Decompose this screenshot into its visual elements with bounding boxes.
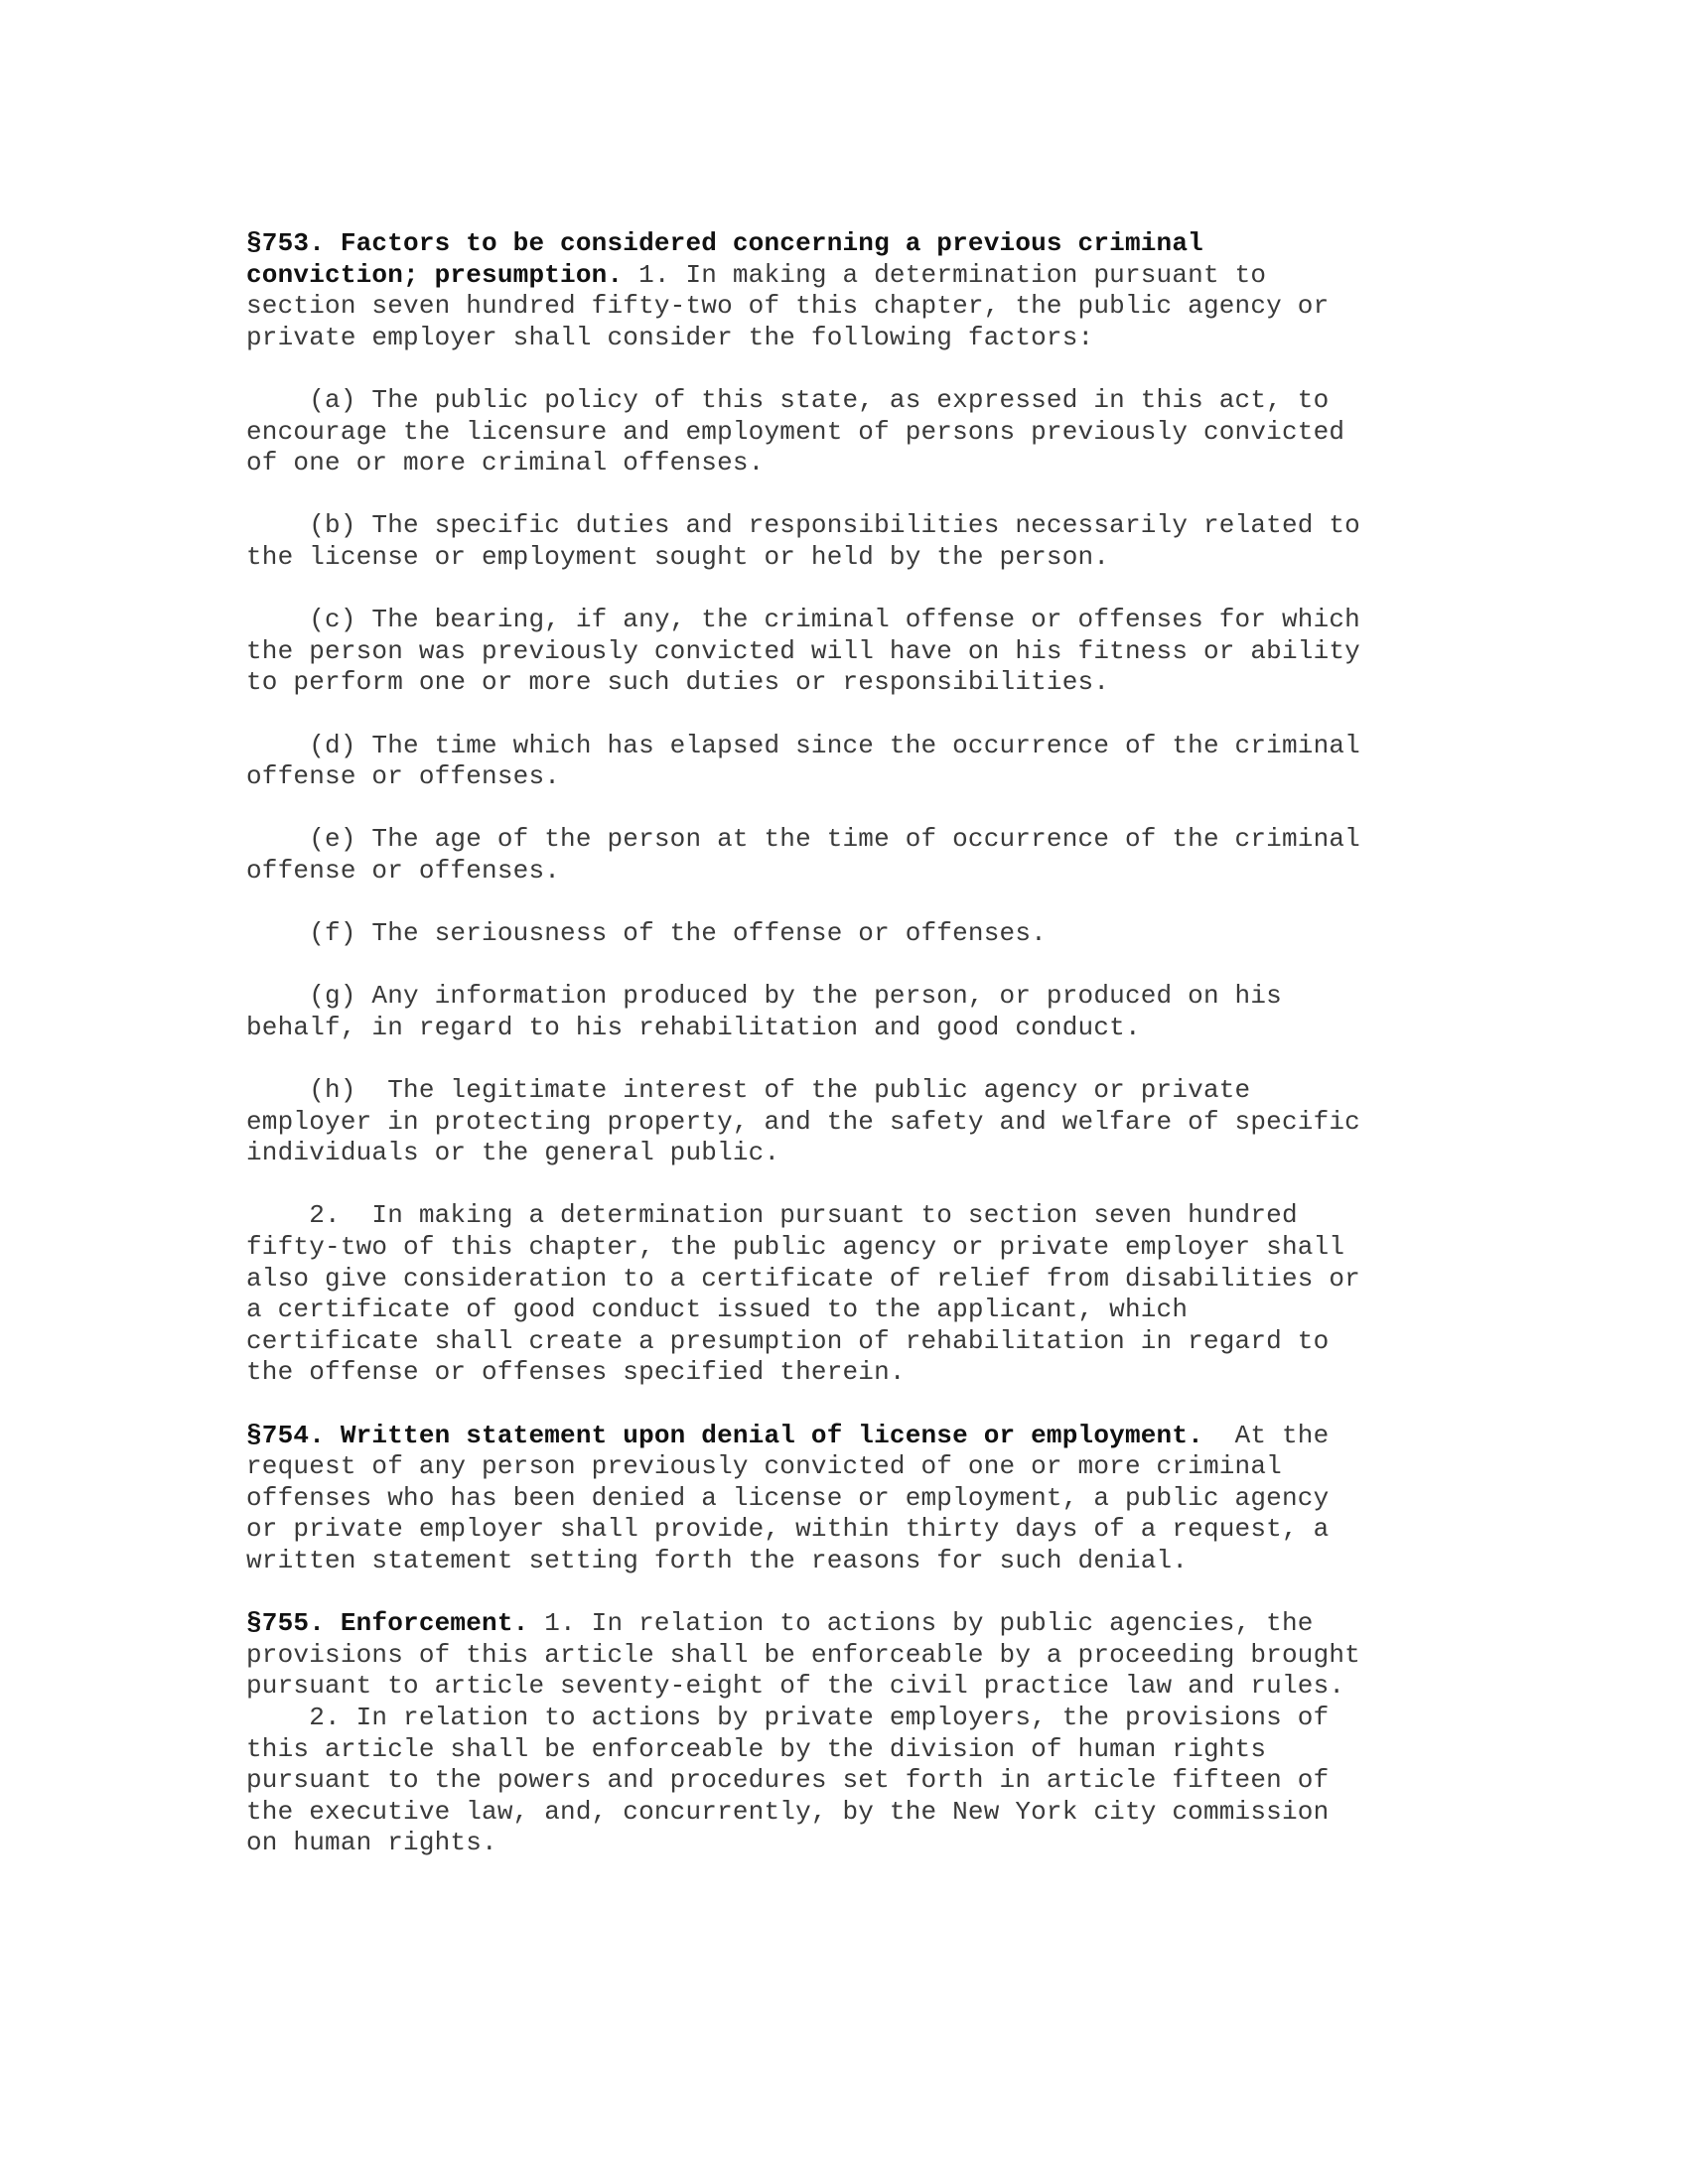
blank-line	[246, 1169, 1477, 1201]
s755-line: on human rights.	[246, 1828, 497, 1858]
s753-intro-text: 1. In making a determination pursuant to	[623, 259, 1267, 290]
factor-a-line: encourage the licensure and employment of persons previously convicted	[246, 416, 1345, 447]
s753-intro-line: section seven hundred fifty-two of this chapter, the public agency or	[246, 291, 1330, 322]
s755-line: pursuant to the powers and procedures set forth in article fifteen of	[246, 1765, 1330, 1796]
factor-b-line: (b) The specific duties and responsibilities necessarily related to	[246, 510, 1360, 541]
s755-line: the executive law, and, concurrently, by the New York city commission	[246, 1796, 1330, 1827]
blank-line	[246, 887, 1477, 918]
blank-line	[246, 1043, 1477, 1075]
s755-line: provisions of this article shall be enforceable by a proceeding brought	[246, 1639, 1360, 1670]
blank-line	[246, 950, 1477, 982]
factor-a-line: (a) The public policy of this state, as expressed in this act, to	[246, 384, 1330, 415]
factor-a-line: of one or more criminal offenses.	[246, 448, 765, 478]
document-page	[246, 228, 1477, 1859]
factor-h-line: employer in protecting property, and the safety and welfare of specific	[246, 1106, 1360, 1137]
blank-line	[246, 479, 1477, 511]
s754-heading-line	[246, 1421, 1477, 1452]
factor-e-line: (e) The age of the person at the time of occurrence of the criminal	[246, 824, 1360, 855]
factor-c-line: to perform one or more such duties or responsibilities.	[246, 667, 1110, 698]
factor-f-line: (f) The seriousness of the offense or offenses.	[246, 918, 1047, 949]
s755-text: 1. In relation to actions by public agencies, the	[528, 1608, 1314, 1639]
factor-c-line: (c) The bearing, if any, the criminal offense or offenses for which	[246, 605, 1360, 635]
factor-g-line: (g) Any information produced by the person, or produced on his	[246, 981, 1282, 1012]
s753-para-2-line: certificate shall create a presumption of rehabilitation in regard to	[246, 1325, 1330, 1356]
factor-b-line: the license or employment sought or held by the person.	[246, 541, 1110, 572]
factor-d-line: offense or offenses.	[246, 761, 561, 792]
s753-heading-line-1	[246, 228, 1477, 260]
blank-line	[246, 353, 1477, 385]
s753-para-2-line: the offense or offenses specified therein.	[246, 1357, 906, 1388]
s753-para-2-line: 2. In making a determination pursuant to section seven hundred	[246, 1200, 1298, 1231]
s755-heading: §755. Enforcement.	[246, 1608, 529, 1639]
s754-line: or private employer shall provide, within thirty days of a request, a	[246, 1514, 1330, 1545]
blank-line	[246, 1389, 1477, 1421]
factor-d-line: (d) The time which has elapsed since the occurrence of the criminal	[246, 730, 1360, 760]
blank-line	[246, 699, 1477, 731]
s755-line: 2. In relation to actions by private employers, the provisions of	[246, 1702, 1330, 1732]
blank-line	[246, 574, 1477, 606]
blank-line	[246, 793, 1477, 825]
s754-line: request of any person previously convicted of one or more criminal	[246, 1451, 1282, 1482]
factor-e-line: offense or offenses.	[246, 855, 561, 886]
s755-heading-line	[246, 1608, 1477, 1640]
s753-heading-line-2	[246, 260, 1477, 292]
s753-para-2-line: fifty-two of this chapter, the public agency or private employer shall	[246, 1232, 1345, 1262]
factor-h-line: individuals or the general public.	[246, 1138, 780, 1168]
s755-line: this article shall be enforceable by the division of human rights	[246, 1733, 1267, 1764]
factor-c-line: the person was previously convicted will have on his fitness or ability	[246, 635, 1360, 666]
s754-line: offenses who has been denied a license or employment, a public agency	[246, 1482, 1330, 1513]
s754-heading: §754. Written statement upon denial of license or employment.	[246, 1420, 1203, 1450]
s753-intro-line: private employer shall consider the following factors:	[246, 322, 1094, 352]
factor-g-line: behalf, in regard to his rehabilitation and good conduct.	[246, 1012, 1141, 1042]
factor-h-line: (h) The legitimate interest of the public agency or private	[246, 1075, 1251, 1106]
s753-para-2-line: also give consideration to a certificate of relief from disabilities or	[246, 1263, 1360, 1294]
s754-line: written statement setting forth the reasons for such denial.	[246, 1545, 1189, 1575]
s753-heading-part-1: §753. Factors to be considered concerning a previous criminal	[246, 228, 1203, 258]
s755-line: pursuant to article seventy-eight of the civil practice law and rules.	[246, 1671, 1345, 1702]
s754-text: At the	[1202, 1420, 1330, 1450]
s753-heading-part-2: conviction; presumption.	[246, 259, 624, 290]
blank-line	[246, 1577, 1477, 1609]
s753-para-2-line: a certificate of good conduct issued to the applicant, which	[246, 1295, 1189, 1325]
